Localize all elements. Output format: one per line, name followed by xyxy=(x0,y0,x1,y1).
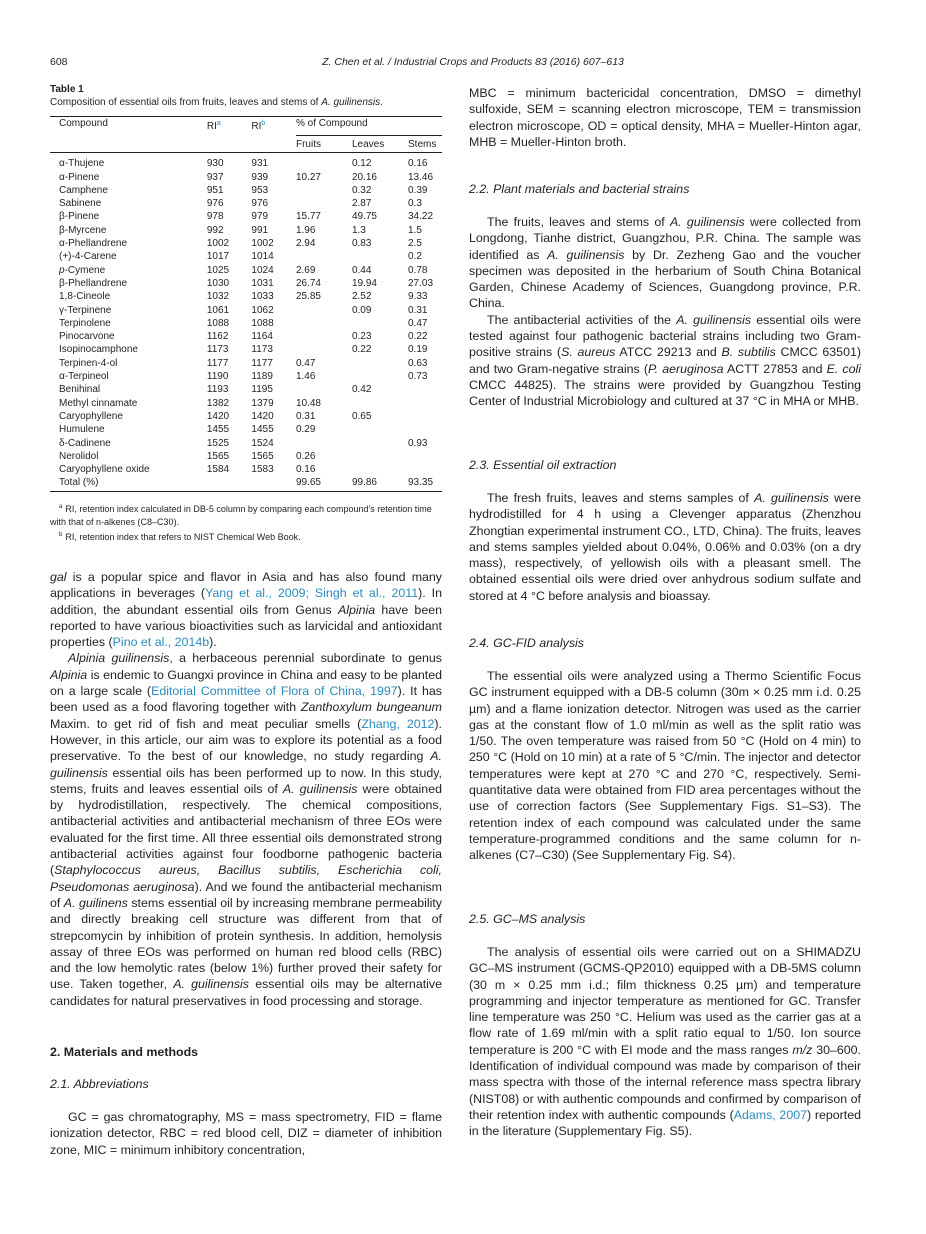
cell-ri-a: 976 xyxy=(206,198,224,210)
cell-compound: α-Pinene xyxy=(59,171,100,183)
cell-leaves: 0.42 xyxy=(351,384,372,396)
paragraph: The fresh fruits, leaves and stems samples of A. guilinensis were hydrodistilled for 4 h using a Clevenger apparatus (Zhenzhou Zhongtian experimental instrument CO., LTD, China). The fruits, leaves and stems samples yielded about 0.04%, 0.06% and 0.03% (on a dry mass), respectively, of yellowish oils with a pleasant smell. The obtained essential oils were dried over anhydrous sodium sulfate and stored at 4 °C before analysis and bioassay. xyxy=(469,491,861,603)
citation-link[interactable]: Editorial Committee of Flora of China, 1997 xyxy=(151,684,398,699)
cell-ri-a: 1420 xyxy=(206,410,230,422)
cell-fruits: 0.26 xyxy=(295,450,316,462)
citation-link[interactable]: Zhang, 2012 xyxy=(361,716,435,731)
col-header-fruits: Fruits xyxy=(296,136,352,153)
cell-ri-a: 1177 xyxy=(206,357,229,369)
cell-compound: 1,8-Cineole xyxy=(59,291,111,303)
section-heading: 2. Materials and methods xyxy=(50,1045,199,1059)
cell-fruits: 15.77 xyxy=(295,211,321,223)
col-header-compound: Compound xyxy=(59,118,108,129)
cell-ri-b: 1002 xyxy=(251,238,274,250)
cell-ri-a: 978 xyxy=(206,211,224,223)
cell-fruits: 2.94 xyxy=(295,238,316,250)
paragraph: MBC = minimum bactericidal concentration, DMSO = dimethyl sulfoxide, SEM = scanning electron microscope, TEM = transmission electron microscope, OD = optical density, MHA = Mueller-Hinton agar, MHB = Mueller-Hinton broth. xyxy=(469,86,861,149)
paragraph: gal is a popular spice and flavor in Asia and has also found many applications in beverages (Yang et al., 2009; Singh et al., 2011). In addition, the abundant essential oils from Genus Alpinia have been reported to have various bioactivities such as larvicidal and antioxidant properties (Pino et al., 2014b). xyxy=(50,570,442,650)
subsection-heading: 2.1. Abbreviations xyxy=(50,1077,149,1091)
cell-ri-a: 930 xyxy=(206,158,224,170)
cell-stems: 0.73 xyxy=(408,371,428,383)
cell-stems: 0.93 xyxy=(408,437,428,449)
cell-compound: (+)-4-Carene xyxy=(59,251,117,263)
cell-ri-a: 1584 xyxy=(206,464,230,476)
total-compound: Total (%) xyxy=(50,476,207,491)
cell-ri-a: 1190 xyxy=(206,371,229,383)
cell-fruits: 0.31 xyxy=(295,410,316,422)
cell-leaves: 0.83 xyxy=(351,238,372,250)
table-caption: Composition of essential oils from fruits, leaves and stems of A. guilinensis. xyxy=(50,97,383,108)
gc-ms-text xyxy=(469,944,861,1140)
cell-fruits: 0.29 xyxy=(295,424,316,436)
cell-compound: β-Pinene xyxy=(59,211,100,223)
cell-ri-b: 953 xyxy=(251,184,269,196)
cell-stems: 0.2 xyxy=(408,251,422,263)
cell-leaves: 0.09 xyxy=(351,304,372,316)
cell-leaves: 0.44 xyxy=(351,264,372,276)
cell-leaves xyxy=(352,423,408,436)
cell-compound: Isopinocamphone xyxy=(59,344,138,356)
table-row xyxy=(50,343,442,356)
cell-fruits xyxy=(296,317,352,330)
subsection-heading: 2.2. Plant materials and bacterial strains xyxy=(469,182,690,196)
table-row xyxy=(50,423,442,436)
paragraph: The fruits, leaves and stems of A. guilinensis were collected from Longdong, Tianhe district, Guangzhou, P.R. China. The sample was identified as A. guilinensis by Dr. Zezheng Gao and the voucher specimen was deposited in the herbarium of South China Botanical Garden, Chinese Academy of Sciences, Guangdong province, P.R. China. xyxy=(469,215,861,311)
cell-ri-b: 1173 xyxy=(251,344,273,356)
cell-compound: β-Myrcene xyxy=(59,224,107,236)
cell-ri-b: 1031 xyxy=(251,277,274,289)
cell-stems xyxy=(408,397,442,410)
cell-stems: 27.03 xyxy=(408,277,434,289)
cell-ri-b: 1024 xyxy=(251,264,274,276)
cell-stems xyxy=(408,450,442,463)
col-header-leaves: Leaves xyxy=(352,136,408,153)
cell-compound: Camphene xyxy=(59,184,108,196)
citation-link[interactable]: Adams, 2007 xyxy=(733,1107,807,1122)
cell-leaves xyxy=(352,437,408,450)
cell-stems: 2.5 xyxy=(408,238,422,250)
cell-ri-a: 937 xyxy=(206,171,224,183)
cell-fruits xyxy=(296,250,352,263)
cell-leaves: 49.75 xyxy=(351,211,377,223)
cell-leaves: 2.87 xyxy=(351,198,372,210)
cell-ri-b: 991 xyxy=(251,224,269,236)
cell-ri-a: 951 xyxy=(206,184,224,196)
cell-compound: α-Terpineol xyxy=(59,371,109,383)
cell-ri-b: 979 xyxy=(251,211,269,223)
paragraph: The essential oils were analyzed using a Thermo Scientific Focus GC instrument equipped with a DB-5 column (30m × 0.25 mm i.d. 0.25 µm) and a flame ionization detector. Nitrogen was used as the carrier gas at the constant flow of 1.0 ml/min as well as the split ratio was 1/50. The oven temperature was raised from 50 °C (Hold on 4 min) to 250 °C (Hold on 10 min) at a rate of 5 °C/min. The injector and detector temperatures were kept at 270 °C and 270 °C, respectively. Semi-quantitative data were obtained from FID area percentages without the use of correction factors (See Supplementary Figs. S1–S3). The retention index of each compound was calculated under the same temperature-programmed conditions and the same column for n-alkenes (C7–C30) (See Supplementary Fig. S4). xyxy=(469,669,861,863)
cell-compound: α-Thujene xyxy=(59,158,105,170)
subsection-heading: 2.5. GC–MS analysis xyxy=(469,912,586,926)
gc-fid-text xyxy=(469,668,861,864)
cell-ri-a: 1162 xyxy=(206,331,229,343)
cell-ri-b: 1583 xyxy=(251,464,274,476)
cell-ri-a: 1455 xyxy=(206,424,230,436)
cell-ri-b: 1420 xyxy=(251,410,274,422)
cell-ri-b: 1062 xyxy=(251,304,274,316)
cell-ri-b: 1014 xyxy=(251,251,274,263)
table-label: Table 1 xyxy=(50,84,84,95)
cell-fruits: 10.27 xyxy=(295,171,321,183)
col-header-ri-b: RI$^b$ xyxy=(251,120,266,132)
cell-fruits xyxy=(296,153,352,171)
cell-fruits xyxy=(296,330,352,343)
cell-ri-b: 1524 xyxy=(251,437,274,449)
table-row xyxy=(50,357,442,370)
cell-ri-b: 1379 xyxy=(251,397,274,409)
cell-stems xyxy=(408,423,442,436)
cell-compound: α-Phellandrene xyxy=(59,238,128,250)
cell-compound: Methyl cinnamate xyxy=(59,397,138,409)
cell-fruits: 26.74 xyxy=(295,277,321,289)
plant-materials-text xyxy=(469,214,861,410)
cell-stems: 1.5 xyxy=(408,224,422,236)
cell-ri-a: 1088 xyxy=(206,317,230,329)
cell-compound: Humulene xyxy=(59,424,105,436)
cell-leaves: 2.52 xyxy=(351,291,372,303)
cell-stems xyxy=(408,410,442,423)
table-row xyxy=(50,250,442,263)
cell-ri-b: 1177 xyxy=(251,357,273,369)
cell-compound: Pinocarvone xyxy=(59,331,115,343)
table-row xyxy=(50,370,442,383)
cell-stems: 0.78 xyxy=(408,264,428,276)
table-row xyxy=(50,171,442,184)
col-header-pct: % of Compound xyxy=(296,117,442,137)
total-stems: 93.35 xyxy=(408,476,442,491)
cell-leaves: 0.12 xyxy=(351,158,372,170)
subsection-heading: 2.4. GC-FID analysis xyxy=(469,636,584,650)
table-total-row xyxy=(50,476,442,491)
cell-ri-a: 1382 xyxy=(206,397,230,409)
col-header-ri-a: RI$^a$ xyxy=(206,120,221,132)
cell-fruits xyxy=(296,383,352,396)
citation-link[interactable]: Pino et al., 2014b xyxy=(112,635,210,650)
cell-fruits xyxy=(296,437,352,450)
table-row xyxy=(50,197,442,210)
cell-leaves: 20.16 xyxy=(351,171,377,183)
cell-stems: 13.46 xyxy=(408,171,434,183)
cell-fruits xyxy=(296,184,352,197)
cell-stems: 34.22 xyxy=(408,211,434,223)
cell-fruits xyxy=(296,304,352,317)
cell-stems: 0.22 xyxy=(408,331,428,343)
cell-compound: Terpinen-4-ol xyxy=(59,357,118,369)
table-row xyxy=(50,450,442,463)
cell-leaves xyxy=(352,370,408,383)
cell-ri-b: 939 xyxy=(251,171,269,183)
cell-ri-b: 1033 xyxy=(251,291,274,303)
cell-leaves xyxy=(352,450,408,463)
cell-compound: δ-Cadinene xyxy=(59,437,111,449)
cell-stems: 0.16 xyxy=(408,158,428,170)
total-fruits: 99.65 xyxy=(296,476,352,491)
cell-fruits xyxy=(296,343,352,356)
cell-compound: β-Phellandrene xyxy=(59,277,128,289)
footnote-b: $^b$ RI, retention index that refers to NIST Chemical Web Book. xyxy=(59,532,301,542)
page-number: 608 xyxy=(50,56,68,68)
cell-ri-a: 1565 xyxy=(206,450,230,462)
cell-leaves xyxy=(352,317,408,330)
cell-stems: 0.63 xyxy=(408,357,428,369)
cell-ri-b: 1164 xyxy=(251,331,273,343)
cell-fruits: 25.85 xyxy=(295,291,321,303)
subsection-heading: 2.3. Essential oil extraction xyxy=(469,458,617,472)
cell-ri-a: 1525 xyxy=(206,437,230,449)
cell-fruits: 2.69 xyxy=(295,264,316,276)
table-row xyxy=(50,210,442,223)
running-head: Z. Chen et al. / Industrial Crops and Products 83 (2016) 607–613 xyxy=(322,56,624,68)
cell-leaves xyxy=(352,357,408,370)
paragraph: Alpinia guilinensis, a herbaceous perennial subordinate to genus Alpinia is endemic to Guangxi province in China and easy to be planted on a large scale (Editorial Committee of Flora of China, 1997). It has been used as a food flavoring together with Zanthoxylum bungeanum Maxim. to get rid of fish and meat peculiar smells (Zhang, 2012). However, in this article, our aim was to explore its potential as a food preservative. To the best of our knowledge, no study regarding A. guilinensis essential oils has been performed up to now. In this study, stems, fruits and leaves essential oils of A. guilinensis were obtained by hydrodistillation, respectively. The chemical compositions, antibacterial activities and antibacterial mechanism of three EOs were evaluated for the first time. All three essential oils demonstrated strong antibacterial activities against four foodborne pathogenic bacteria (Staphylococcus aureus, Bacillus subtilis, Escherichia coli, Pseudomonas aeruginosa). And we found the antibacterial mechanism of A. guilinens stems essential oil by increasing membrane permeability and directly breaking cell structure was different from that of strepcomycin by inhibition of protein synthesis. In addition, hemolysis assay of three EOs was performed on human red blood cells (RBC) and the low hemolytic rates (below 1%) further proved their safety for use. Taken together, A. guilinensis essential oils may be alternative candidates for natural preservatives in food processing and storage. xyxy=(50,651,443,1008)
cell-compound: γ-Terpinene xyxy=(59,304,112,316)
cell-ri-b: 931 xyxy=(251,158,269,170)
cell-ri-b: 1455 xyxy=(251,424,274,436)
cell-stems: 0.31 xyxy=(408,304,428,316)
cell-stems xyxy=(408,463,442,476)
cell-leaves: 1.3 xyxy=(351,224,366,236)
cell-stems xyxy=(408,383,442,396)
cell-fruits: 1.96 xyxy=(295,224,316,236)
cell-compound: Terpinolene xyxy=(59,317,111,329)
cell-stems: 0.3 xyxy=(408,198,422,210)
cell-leaves xyxy=(352,250,408,263)
cell-stems: 0.47 xyxy=(408,317,428,329)
intro-text xyxy=(50,569,442,1009)
table-row xyxy=(50,304,442,317)
cell-leaves: 0.65 xyxy=(351,410,372,422)
table-row xyxy=(50,397,442,410)
table-row xyxy=(50,330,442,343)
table-row xyxy=(50,224,442,237)
cell-leaves xyxy=(352,463,408,476)
abbreviations-text xyxy=(50,1109,442,1158)
paragraph: GC = gas chromatography, MS = mass spectrometry, FID = flame ionization detector, RBC = red blood cell, DIZ = diameter of inhibition zone, MIC = minimum inhibitory concentration, xyxy=(50,1110,442,1157)
cell-compound: Caryophyllene xyxy=(59,410,123,422)
cell-leaves: 0.22 xyxy=(351,344,372,356)
table-row xyxy=(50,277,442,290)
cell-ri-a: 992 xyxy=(206,224,224,236)
cell-ri-a: 1030 xyxy=(206,277,230,289)
table-row xyxy=(50,317,442,330)
cell-ri-a: 1061 xyxy=(206,304,230,316)
table-row xyxy=(50,153,442,171)
cell-compound: Sabinene xyxy=(59,198,102,210)
cell-compound: Nerolidol xyxy=(59,450,99,462)
cell-compound: Caryophyllene oxide xyxy=(59,464,150,476)
total-leaves: 99.86 xyxy=(352,476,408,491)
cell-compound: p-Cymene xyxy=(59,264,106,276)
cell-leaves: 0.32 xyxy=(351,184,372,196)
abbreviations-continued xyxy=(469,85,861,150)
table-row xyxy=(50,463,442,476)
table-row xyxy=(50,290,442,303)
cell-ri-b: 1195 xyxy=(251,384,273,396)
table-row xyxy=(50,184,442,197)
table-row xyxy=(50,437,442,450)
table-row xyxy=(50,237,442,250)
col-header-stems: Stems xyxy=(408,136,442,153)
table-row xyxy=(50,264,442,277)
cell-ri-a: 1173 xyxy=(206,344,229,356)
cell-fruits: 1.46 xyxy=(295,371,316,383)
cell-leaves: 19.94 xyxy=(351,277,377,289)
cell-ri-b: 976 xyxy=(251,198,269,210)
cell-ri-a: 1002 xyxy=(206,238,230,250)
cell-ri-b: 1565 xyxy=(251,450,274,462)
cell-fruits: 0.47 xyxy=(295,357,316,369)
table-footnotes xyxy=(50,501,442,544)
cell-fruits: 10.48 xyxy=(295,397,321,409)
cell-ri-a: 1032 xyxy=(206,291,230,303)
cell-ri-b: 1189 xyxy=(251,371,273,383)
paragraph: The analysis of essential oils were carried out on a SHIMADZU GC–MS instrument (GCMS-QP2010) equipped with a DB-5MS column (30 m × 0.25 mm i.d.; film thickness 0.25 µm) and temperature programming and injector temperature as mentioned for GC. Transfer line temperature was 250 °C. Helium was used as the carrier gas at a flow rate of 1.69 ml/min with a split ratio equal to 1/50. Ion source temperature is 200 °C with EI mode and the mass ranges m/z 30–600. Identification of individual compound was made by comparison of their mass spectra with those of the internal reference mass spectra library (NIST08) or with authentic compounds and confirmed by comparison of their retention index with authentic compounds (Adams, 2007) reported in the literature (Supplementary Fig. S5). xyxy=(469,945,861,1139)
citation-link[interactable]: Yang et al., 2009; Singh et al., 2011 xyxy=(205,586,419,601)
cell-stems: 0.19 xyxy=(408,344,428,356)
cell-compound: Benihinal xyxy=(59,384,101,396)
cell-leaves: 0.23 xyxy=(351,331,372,343)
cell-stems: 0.39 xyxy=(408,184,428,196)
cell-leaves xyxy=(352,397,408,410)
cell-fruits: 0.16 xyxy=(295,464,316,476)
cell-ri-b: 1088 xyxy=(251,317,274,329)
extraction-text xyxy=(469,490,861,604)
table-row xyxy=(50,410,442,423)
cell-ri-a: 1025 xyxy=(206,264,230,276)
cell-ri-a: 1017 xyxy=(206,251,230,263)
cell-fruits xyxy=(296,197,352,210)
table-row xyxy=(50,383,442,396)
paragraph: The antibacterial activities of the A. guilinensis essential oils were tested against four pathogenic bacterial strains including two Gram-positive strains (S. aureus ATCC 29213 and B. subtilis CMCC 63501) and two Gram-negative strains (P. aeruginosa ACTT 27853 and E. coli CMCC 44825). The strains were provided by Guangzhou Testing Center of Industrial Microbiology and cultured at 37 °C in MHA or MHB. xyxy=(469,312,862,409)
composition-table xyxy=(50,116,442,492)
cell-stems: 9.33 xyxy=(408,291,428,303)
footnote-a: $^a$ RI, retention index calculated in DB-5 column by comparing each compound's retention time with that of n-alkenes (C8–C30). xyxy=(50,504,432,527)
cell-ri-a: 1193 xyxy=(206,384,229,396)
